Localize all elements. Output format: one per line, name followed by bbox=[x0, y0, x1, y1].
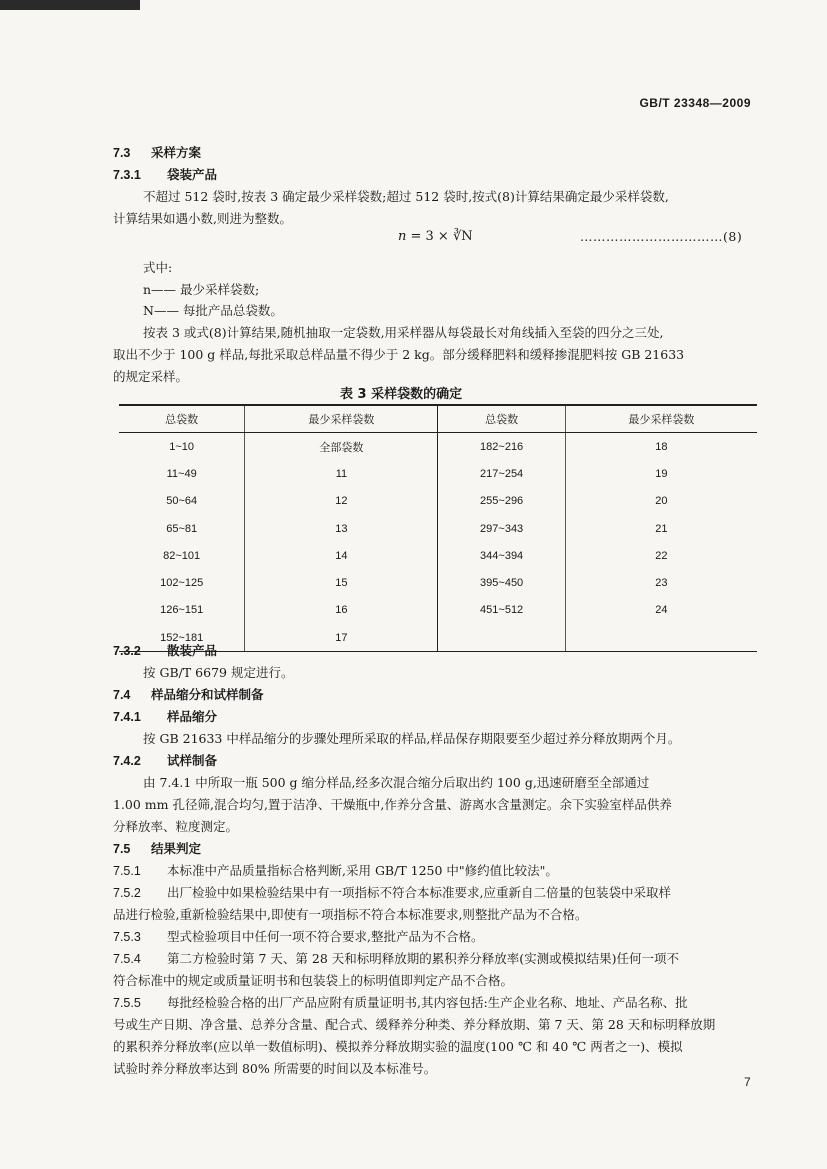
paragraph-line: 符合标准中的规定或质量证明书和包装袋上的标明值即判定产品不合格。 bbox=[113, 973, 514, 988]
definition-N: N—— 每批产品总袋数。 bbox=[143, 303, 283, 318]
table-row bbox=[119, 569, 757, 596]
table-row bbox=[119, 515, 757, 542]
heading-7-5: 7.5 结果判定 bbox=[113, 841, 202, 856]
table-cell: 255~296 bbox=[438, 488, 565, 515]
table-cell: 50~64 bbox=[119, 488, 245, 515]
table-cell: 19 bbox=[655, 467, 668, 480]
table-cell: 全部袋数 bbox=[245, 433, 438, 461]
paragraph-line: 的累积养分释放率(应以单一数值标明)、模拟养分释放期实验的温度(100 ℃ 和 40 ℃ 两者之一)、模拟 bbox=[113, 1039, 683, 1054]
paragraph-line: 的规定采样。 bbox=[113, 369, 189, 384]
paragraph-line: 计算结果如遇小数,则进为整数。 bbox=[113, 211, 292, 226]
clause-7-5-3: 7.5.3 型式检验项目中任何一项不符合要求,整批产品为不合格。 bbox=[113, 929, 484, 944]
table-cell: 21 bbox=[655, 522, 668, 535]
clause-7-5-2: 7.5.2 出厂检验中如果检验结果中有一项指标不符合本标准要求,应重新自二倍量的包装袋中采取样 bbox=[113, 885, 671, 900]
paragraph-line: 由 7.4.1 中所取一瓶 500 g 缩分样品,经多次混合缩分后取出约 100 g,迅速研磨至全部通过 bbox=[143, 775, 650, 790]
table-cell: 152~181 bbox=[119, 624, 245, 652]
table-cell: 23 bbox=[655, 577, 668, 590]
paragraph-line: 不超过 512 袋时,按表 3 确定最少采样袋数;超过 512 袋时,按式(8)计算结果确定最少采样袋数, bbox=[143, 189, 669, 204]
table-cell: 344~394 bbox=[438, 542, 565, 569]
paragraph-line: 按表 3 或式(8)计算结果,随机抽取一定袋数,用采样器从每袋最长对角线插入至袋的四分之三处, bbox=[143, 325, 664, 340]
table-cell: 102~125 bbox=[119, 569, 245, 596]
heading-7-3-1: 7.3.1 袋装产品 bbox=[113, 167, 218, 182]
heading-7-3-2: 7.3.2 散装产品 bbox=[113, 643, 218, 658]
table-cell: 22 bbox=[655, 549, 668, 562]
table-row bbox=[119, 597, 757, 624]
table-cell: 14 bbox=[245, 542, 438, 569]
table-cell: 11~49 bbox=[119, 460, 245, 487]
table-cell: 12 bbox=[245, 488, 438, 515]
table-cell: 182~216 bbox=[438, 433, 565, 461]
standard-code: GB/T 23348—2009 bbox=[639, 96, 751, 110]
table-cell: 18 bbox=[655, 440, 668, 453]
heading-7-4-2: 7.4.2 试样制备 bbox=[113, 753, 218, 768]
table-cell: 24 bbox=[655, 604, 668, 617]
column-header: 最少采样袋数 bbox=[245, 405, 438, 433]
table-cell: 126~151 bbox=[119, 597, 245, 624]
paragraph-line: 取出不少于 100 g 样品,每批采取总样品量不得少于 2 kg。部分缓释肥料和缓释掺混肥料按 GB 21633 bbox=[113, 347, 685, 362]
clause-7-5-4: 7.5.4 第二方检验时第 7 天、第 28 天和标明释放期的累积养分释放率(实测或模拟结果)任何一项不 bbox=[113, 951, 680, 966]
table-row bbox=[119, 542, 757, 569]
table-cell: 395~450 bbox=[438, 569, 565, 596]
table-cell: 82~101 bbox=[119, 542, 245, 569]
table-cell: 15 bbox=[245, 569, 438, 596]
column-header: 最少采样袋数 bbox=[565, 405, 757, 433]
paragraph-line: 试验时养分释放率达到 80% 所需要的时间以及本标准号。 bbox=[113, 1061, 437, 1076]
table-cell: 13 bbox=[245, 515, 438, 542]
table-cell: 16 bbox=[245, 597, 438, 624]
paragraph-line: 号或生产日期、净含量、总养分含量、配合式、缓释养分种类、养分释放期、第 7 天、第 28 天和标明释放期 bbox=[113, 1017, 716, 1032]
sampling-bags-table bbox=[119, 404, 757, 652]
heading-7-3: 7.3 采样方案 bbox=[113, 145, 202, 160]
table-cell: 65~81 bbox=[119, 515, 245, 542]
paragraph-line: 按 GB 21633 中样品缩分的步骤处理所采取的样品,样品保存期限要至少超过养分释放期两个月。 bbox=[143, 731, 681, 746]
clause-7-5-1: 7.5.1 本标准中产品质量指标合格判断,采用 GB/T 1250 中"修约值比较法"。 bbox=[113, 863, 558, 878]
table-cell: 217~254 bbox=[438, 460, 565, 487]
table-cell bbox=[438, 624, 565, 652]
formula-8: n = 3 × ∛N bbox=[398, 229, 473, 244]
paragraph-line: 品进行检验,重新检验结果中,即使有一项指标不符合本标准要求,则整批产品为不合格。 bbox=[113, 907, 588, 922]
table-row bbox=[119, 488, 757, 515]
paragraph-line: 按 GB/T 6679 规定进行。 bbox=[143, 665, 294, 680]
heading-7-4: 7.4 样品缩分和试样制备 bbox=[113, 687, 264, 702]
table-cell: 1~10 bbox=[119, 433, 245, 461]
definition-n: n—— 最少采样袋数; bbox=[143, 282, 260, 297]
table-cell: 20 bbox=[655, 495, 668, 508]
table-cell: 17 bbox=[245, 624, 438, 652]
column-header: 总袋数 bbox=[438, 405, 565, 433]
paragraph-line: 1.00 mm 孔径筛,混合均匀,置于洁净、干燥瓶中,作养分含量、游离水含量测定。余下实验室样品供养 bbox=[113, 797, 672, 812]
table-cell: 451~512 bbox=[438, 597, 565, 624]
table-caption: 表 3 采样袋数的确定 bbox=[340, 387, 463, 402]
table-cell: 11 bbox=[245, 460, 438, 487]
table-row bbox=[119, 460, 757, 487]
heading-7-4-1: 7.4.1 样品缩分 bbox=[113, 709, 218, 724]
page-number: 7 bbox=[744, 1075, 751, 1089]
table-row bbox=[119, 433, 757, 461]
table-header-row bbox=[119, 405, 757, 433]
scan-edge-mark bbox=[0, 0, 140, 10]
equation-number: ……………………………(8) bbox=[580, 229, 743, 244]
where-label: 式中: bbox=[143, 260, 173, 275]
paragraph-line: 分释放率、粒度测定。 bbox=[113, 819, 239, 834]
table-cell: 297~343 bbox=[438, 515, 565, 542]
clause-7-5-5: 7.5.5 每批经检验合格的出厂产品应附有质量证明书,其内容包括:生产企业名称、地址、产品名称、批 bbox=[113, 995, 688, 1010]
table-cell bbox=[565, 624, 757, 652]
column-header: 总袋数 bbox=[119, 405, 245, 433]
